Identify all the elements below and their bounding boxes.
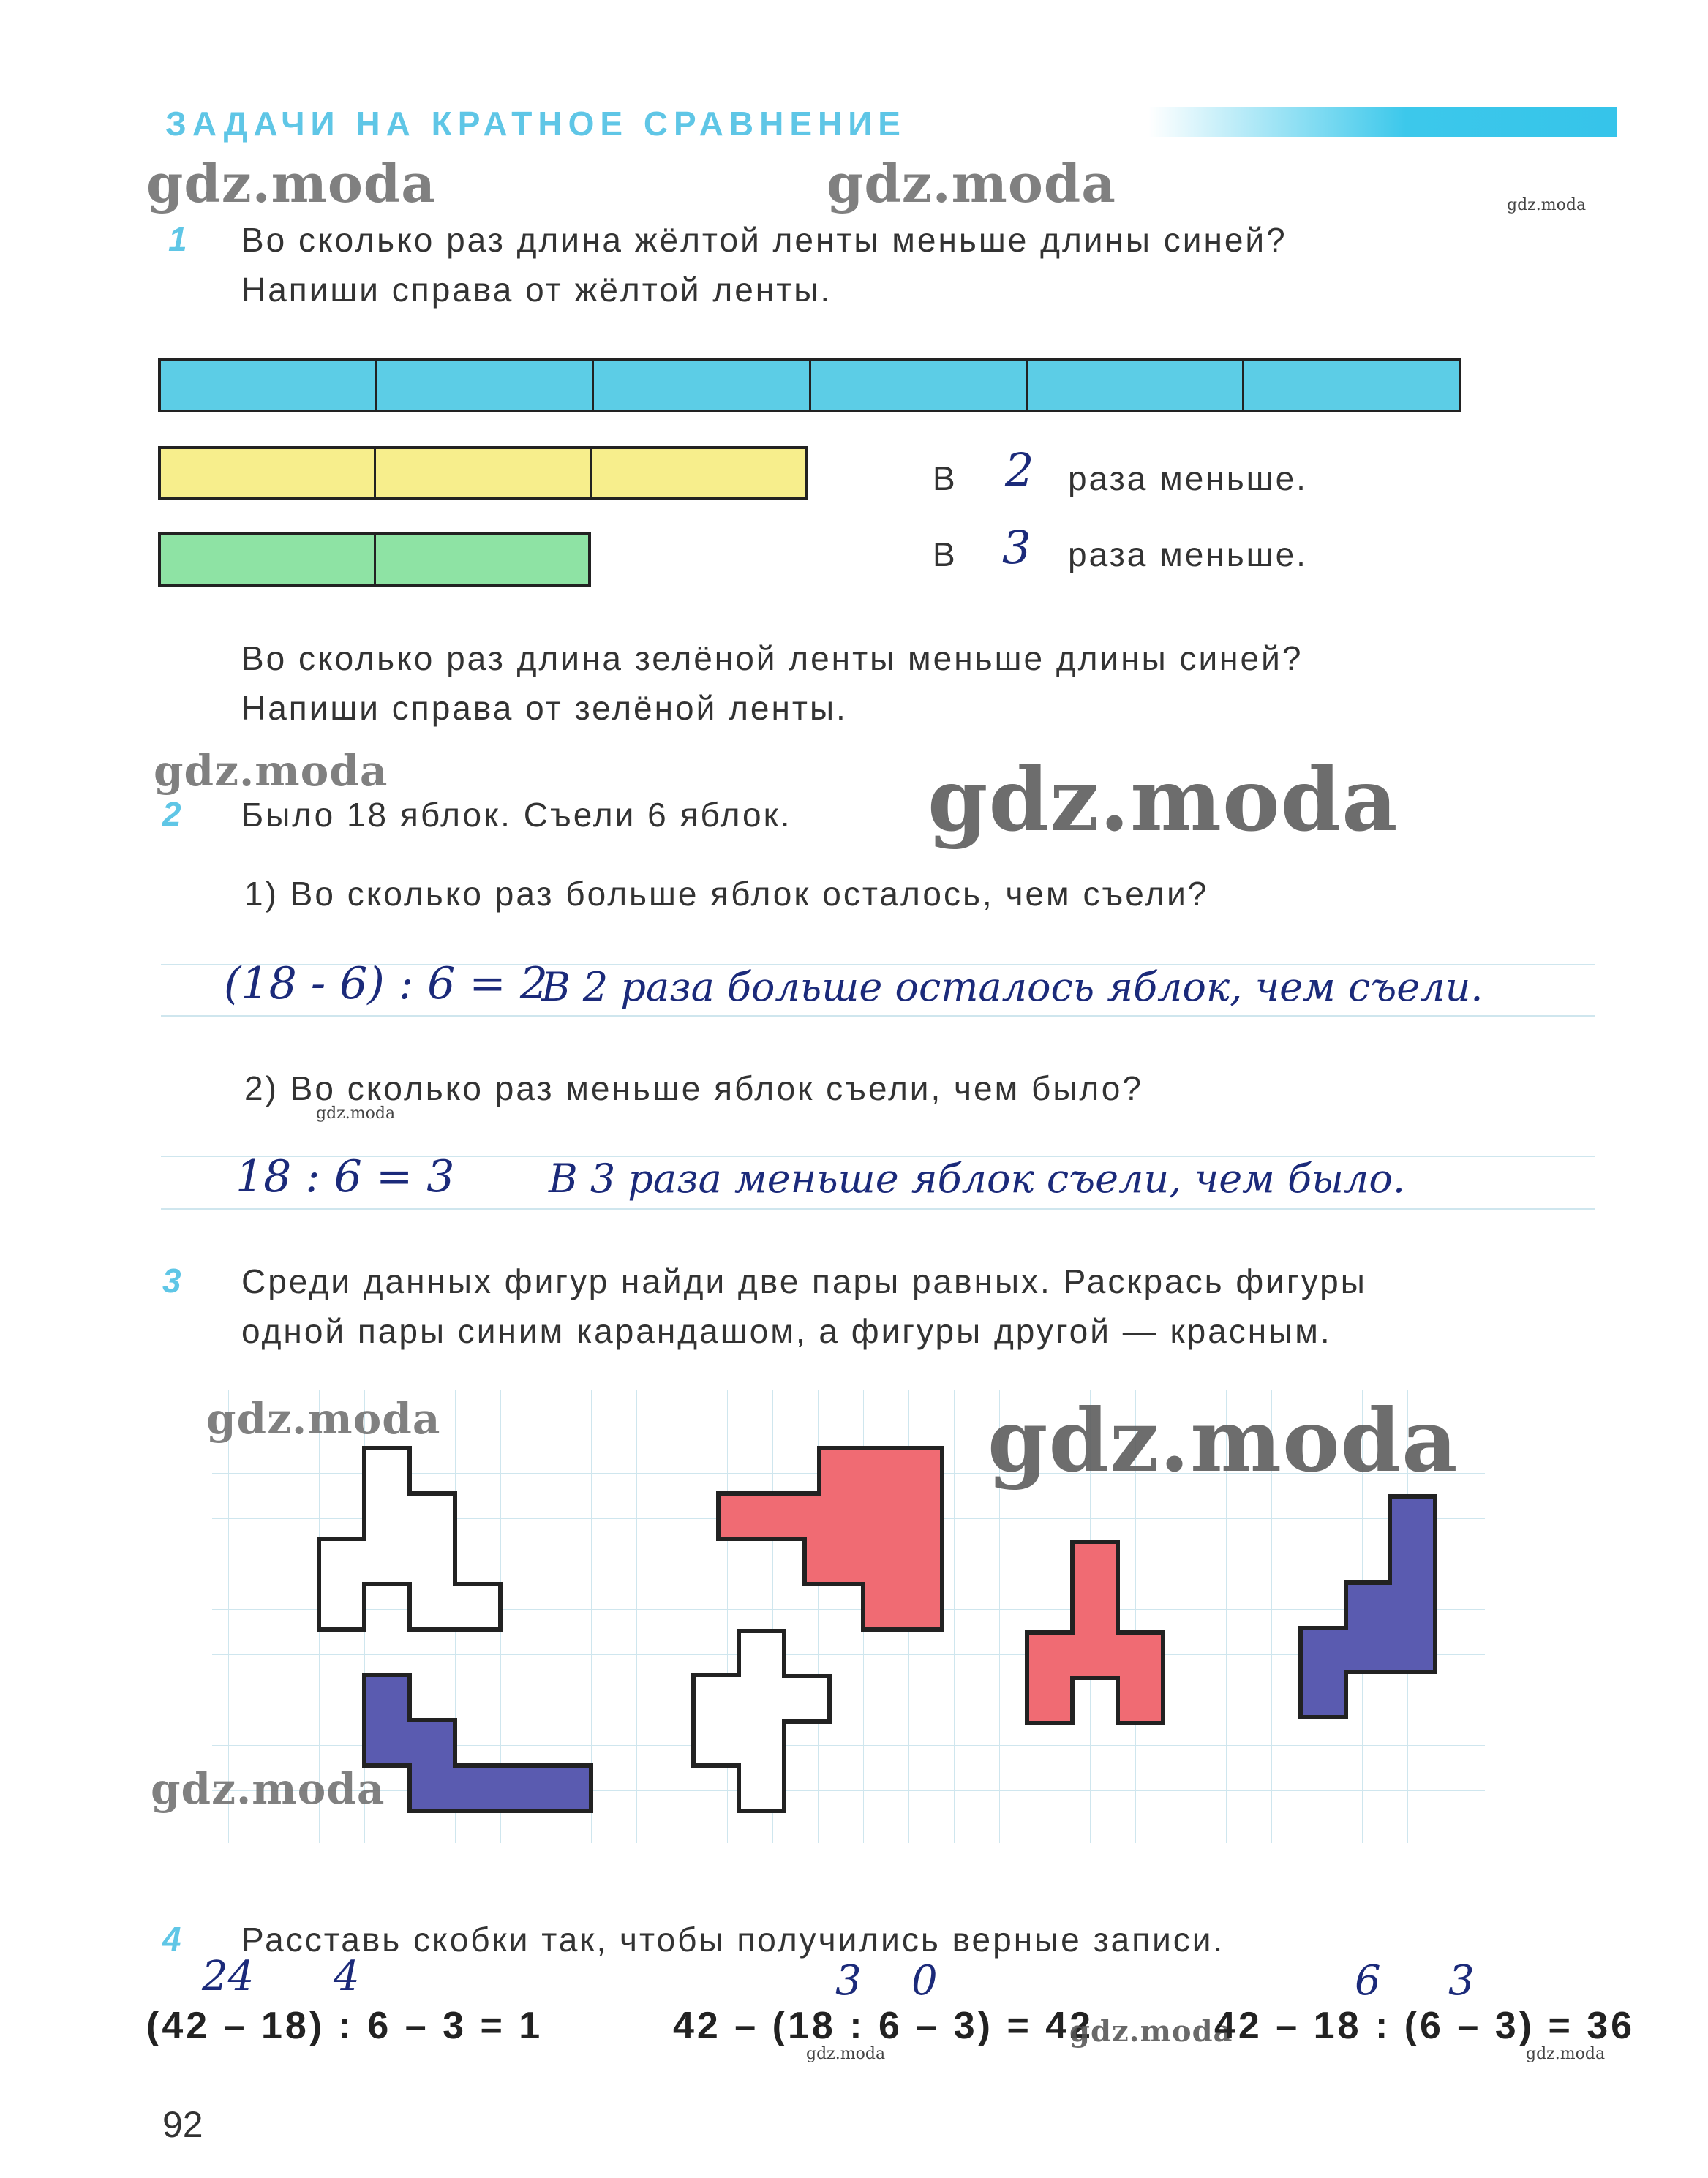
green-answer-value: 3 [1002, 521, 1031, 574]
ribbon-segment [594, 361, 810, 410]
ribbon-segment [161, 449, 376, 497]
task-number: 1 [168, 220, 187, 258]
yellow-answer-value: 2 [1005, 443, 1034, 497]
eq2-note-1: 3 [835, 1957, 862, 2005]
ruled-line [161, 1015, 1595, 1017]
ribbon-segment [161, 535, 376, 584]
equation-2: 42 – (18 : 6 – 3) = 42 [673, 2005, 1094, 2047]
task2-statement: Было 18 яблок. Съели 6 яблок. [241, 796, 792, 834]
yellow-answer-suffix: раза меньше. [1068, 459, 1308, 497]
watermark: gdz.moda [827, 152, 1116, 214]
task2-question1: 1) Во сколько раз больше яблок осталось, чем съели? [244, 875, 1209, 913]
watermark: gdz.moda [206, 1394, 441, 1444]
equation-1: (42 – 18) : 6 – 3 = 1 [146, 2005, 543, 2047]
green-answer-suffix: раза меньше. [1068, 535, 1308, 573]
task2-answer1-expression: (18 - 6) : 6 = 2 [224, 958, 548, 1009]
task2-answer2-expression: 18 : 6 = 3 [236, 1151, 455, 1202]
task1-question1-line1: Во сколько раз длина жёлтой ленты меньше длины синей? [241, 221, 1287, 259]
task1-question2-line2: Напиши справа от зелёной ленты. [241, 689, 848, 727]
ribbon-segment [376, 535, 589, 584]
ribbon-segment [1244, 361, 1459, 410]
task-number: 2 [162, 795, 181, 833]
task2-answer1-text: В 2 раза больше осталось яблок, чем съели. [541, 964, 1483, 1010]
watermark: gdz.moda [154, 746, 388, 796]
watermark: gdz.moda [1526, 2045, 1606, 2063]
eq2-note-2: 0 [911, 1957, 938, 2005]
page-number: 92 [162, 2104, 203, 2145]
task2-answer2-text: В 3 раза меньше яблок съели, чем было. [549, 1156, 1406, 1202]
ribbon-segment [161, 361, 377, 410]
ribbon-segment [376, 449, 591, 497]
equation-3: 42 – 18 : (6 – 3) = 36 [1214, 2005, 1636, 2047]
eq3-note-1: 6 [1355, 1957, 1381, 2005]
eq1-note-1: 24 [202, 1953, 255, 2000]
task3-line1: Среди данных фигур найди две пары равных. Раскрась фигуры [241, 1262, 1367, 1300]
eq3-note-2: 3 [1448, 1957, 1475, 2005]
green-ribbon [158, 532, 591, 587]
watermark: gdz.moda [1507, 196, 1587, 214]
watermark: gdz.moda [928, 749, 1399, 851]
blue-ribbon [158, 358, 1461, 412]
watermark: gdz.moda [1069, 2014, 1233, 2049]
yellow-answer-prefix: В [933, 459, 958, 497]
task2-question2: 2) Во сколько раз меньше яблок съели, чем было? [244, 1069, 1143, 1107]
ruled-line [161, 1208, 1595, 1210]
task4-instruction: Расставь скобки так, чтобы получились верные записи. [241, 1921, 1225, 1959]
task-number: 3 [162, 1262, 181, 1300]
watermark: gdz.moda [316, 1104, 396, 1123]
green-answer-prefix: В [933, 535, 958, 573]
watermark: gdz.moda [806, 2045, 886, 2063]
title-accent-bar [1148, 107, 1617, 137]
section-title: ЗАДАЧИ НА КРАТНОЕ СРАВНЕНИЕ [165, 105, 906, 143]
ribbon-segment [377, 361, 594, 410]
ribbon-segment [592, 449, 805, 497]
eq1-note-2: 4 [334, 1953, 360, 2000]
task-number: 4 [162, 1920, 181, 1958]
watermark: gdz.moda [987, 1390, 1459, 1491]
watermark: gdz.moda [151, 1764, 385, 1814]
task3-line2: одной пары синим карандашом, а фигуры другой — красным. [241, 1312, 1332, 1350]
task1-question1-line2: Напиши справа от жёлтой ленты. [241, 271, 832, 309]
ribbon-segment [1028, 361, 1244, 410]
task1-question2-line1: Во сколько раз длина зелёной ленты меньше длины синей? [241, 639, 1303, 677]
yellow-ribbon [158, 446, 808, 500]
watermark: gdz.moda [146, 152, 436, 214]
ribbon-segment [811, 361, 1028, 410]
